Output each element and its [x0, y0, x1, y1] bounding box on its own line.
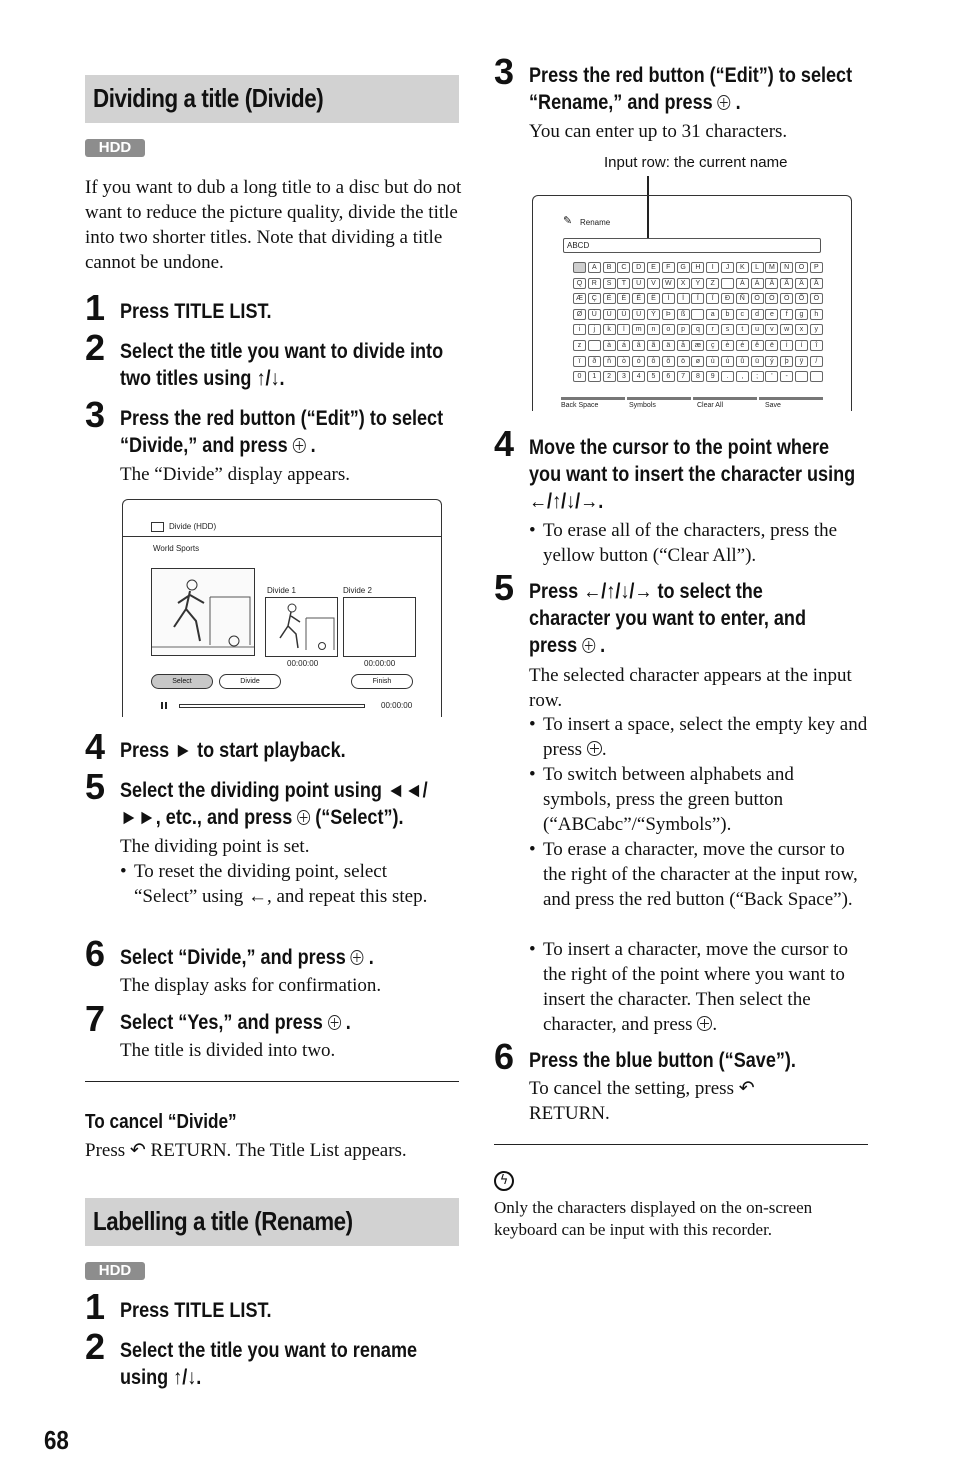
keyboard-key[interactable] — [691, 309, 704, 320]
keyboard-key[interactable]: o — [662, 324, 675, 335]
keyboard-key[interactable] — [721, 278, 734, 289]
step-note: The display asks for confirmation. — [120, 975, 382, 996]
divide1-time: 00:00:00 — [287, 659, 319, 668]
keyboard-key[interactable]: 8 — [691, 371, 704, 382]
keyboard-key[interactable]: M — [765, 262, 778, 273]
step-text: Press TITLE LIST. — [120, 1299, 272, 1322]
step-text: Press ► to start playback. — [120, 739, 346, 762]
keyboard-key[interactable]: p — [677, 324, 690, 335]
rename-input-row[interactable]: ABCD — [563, 238, 821, 253]
soccer-player-image — [266, 598, 337, 656]
step-number: 2 — [85, 327, 106, 368]
enter-icon — [351, 950, 364, 965]
legend-back-space: Back Space — [561, 402, 599, 409]
playback-time: 00:00:00 — [381, 701, 413, 710]
keyboard-key[interactable]: Ä — [795, 278, 808, 289]
legend-save: Save — [765, 402, 781, 409]
page-number: 68 — [44, 1425, 69, 1455]
step-note: The title is divided into two. — [120, 1040, 336, 1061]
keyboard-key[interactable]: Ù — [588, 309, 601, 320]
keyboard-key[interactable]: Æ — [573, 293, 586, 304]
step-bullet: • To switch between alphabets and symbols, press the green button (“ABCabc”/“Symbols”). — [543, 762, 843, 837]
enter-icon — [582, 638, 595, 653]
keyboard-key[interactable]: I — [706, 262, 719, 273]
step-note: The “Divide” display appears. — [120, 464, 351, 485]
section-header-divide — [85, 75, 459, 123]
keyboard-key[interactable]: Ü — [632, 309, 645, 320]
keyboard-key[interactable]: Ì — [662, 293, 675, 304]
keyboard-key[interactable]: Ç — [588, 293, 601, 304]
keyboard-key[interactable]: Þ — [662, 309, 675, 320]
keyboard-key[interactable]: ë — [765, 340, 778, 351]
keyboard-key[interactable]: G — [677, 262, 690, 273]
enter-icon — [293, 438, 306, 453]
step-bullet: • To insert a character, move the cursor to the right of the point where you want to insert the character. Then select the character, and press . — [543, 937, 868, 1037]
keyboard-key[interactable]: , — [736, 371, 749, 382]
keyboard-key[interactable]: ä — [662, 340, 675, 351]
keyboard-key[interactable]: r — [706, 324, 719, 335]
on-screen-keyboard — [573, 262, 823, 390]
legend-bar-back-space — [561, 397, 625, 400]
keyboard-key[interactable]: È — [603, 293, 616, 304]
keyboard-key[interactable]: h — [810, 309, 823, 320]
keyboard-key[interactable]: ñ — [603, 356, 616, 367]
step-text: Press the blue button (“Save”). — [529, 1049, 796, 1072]
keyboard-key[interactable]: 1 — [588, 371, 601, 382]
enter-icon — [328, 1015, 341, 1030]
legend-bar-clear-all — [693, 397, 757, 400]
film-icon — [151, 522, 164, 532]
keyboard-key[interactable]: R — [588, 278, 601, 289]
keyboard-key[interactable]: ó — [632, 356, 645, 367]
section-title: Labelling a title (Rename) — [93, 1206, 353, 1236]
keyboard-key[interactable]: Â — [765, 278, 778, 289]
keyboard-key[interactable] — [588, 340, 601, 351]
playback-progress-bar[interactable] — [179, 704, 365, 708]
keyboard-key[interactable]: v — [765, 324, 778, 335]
keyboard-key[interactable]: ã — [647, 340, 660, 351]
keyboard-key[interactable]: 3 — [617, 371, 630, 382]
keyboard-key[interactable]: - — [780, 371, 793, 382]
tip-text: Only the characters displayed on the on-screen keyboard can be input with this recorder. — [494, 1198, 813, 1239]
tip-icon: ϟ — [494, 1171, 514, 1191]
keyboard-key[interactable]: Ô — [780, 293, 793, 304]
keyboard-key[interactable]: 9 — [706, 371, 719, 382]
keyboard-key[interactable]: x — [795, 324, 808, 335]
finish-button[interactable]: Finish — [351, 674, 413, 689]
step-note: To cancel the setting, press ↶ RETURN. — [529, 1078, 755, 1124]
keyboard-key[interactable]: J — [721, 262, 734, 273]
keyboard-key[interactable]: ç — [706, 340, 719, 351]
keyboard-key[interactable]: l — [617, 324, 630, 335]
keyboard-key[interactable]: à — [603, 340, 616, 351]
step-bullet: • To insert a space, select the empty key and press . — [543, 712, 868, 762]
callout-label: Input row: the current name — [604, 154, 788, 171]
keyboard-key[interactable]: 0 — [573, 371, 586, 382]
keyboard-key[interactable]: L — [751, 262, 764, 273]
keyboard-key[interactable]: E — [647, 262, 660, 273]
keyboard-key[interactable]: í — [795, 340, 808, 351]
intro-paragraph: If you want to dub a long title to a disc but do not want to reduce the picture quality, divide the title into two shorter titles. Note that dividing a title cannot be undone. — [85, 177, 462, 273]
step-number: 5 — [494, 567, 515, 608]
keyboard-key[interactable]: Ó — [765, 293, 778, 304]
enter-icon — [587, 741, 602, 756]
step-text: Select the title you want to divide into two titles using ↑/↓. — [120, 340, 444, 390]
keyboard-key[interactable]: ò — [617, 356, 630, 367]
step-text: Select the dividing point using ◄◄/ ►►, etc., and press (“Select”). — [120, 779, 428, 829]
keyboard-key[interactable]: y — [810, 324, 823, 335]
divide1-label: Divide 1 — [267, 586, 296, 595]
keyboard-key[interactable]: s — [721, 324, 734, 335]
keyboard-key[interactable]: n — [647, 324, 660, 335]
keyboard-key[interactable]: j — [588, 324, 601, 335]
keyboard-key[interactable]: Õ — [795, 293, 808, 304]
rename-screen — [532, 195, 852, 411]
keyboard-key[interactable]: . — [721, 371, 734, 382]
step-text: Move the cursor to the point where you want to insert the character using ←/↑/↓/→. — [529, 436, 856, 513]
keyboard-key[interactable]: C — [617, 262, 630, 273]
step-note: You can enter up to 31 characters. — [529, 121, 788, 142]
step-number: 5 — [85, 766, 106, 807]
screen-header: Rename — [580, 218, 611, 227]
keyboard-key[interactable]: æ — [691, 340, 704, 351]
keyboard-key[interactable]: V — [647, 278, 660, 289]
step-text: Select the title you want to rename using ↑/↓. — [120, 1339, 418, 1389]
keyboard-key[interactable]: Ò — [751, 293, 764, 304]
step-bullet: • To reset the dividing point, select “Select” using ←, and repeat this step. — [134, 859, 444, 909]
keyboard-key[interactable]: a — [706, 309, 719, 320]
keyboard-key[interactable] — [573, 262, 586, 273]
keyboard-key[interactable]: H — [691, 262, 704, 273]
enter-icon — [297, 810, 310, 825]
keyboard-key[interactable]: þ — [780, 356, 793, 367]
step-number: 2 — [85, 1326, 106, 1367]
keyboard-key[interactable]: c — [736, 309, 749, 320]
keyboard-key[interactable]: Ý — [647, 309, 660, 320]
keyboard-key[interactable]: t — [736, 324, 749, 335]
keyboard-key[interactable]: d — [751, 309, 764, 320]
keyboard-key[interactable]: Ú — [603, 309, 616, 320]
keyboard-key[interactable]: ê — [751, 340, 764, 351]
title-name: World Sports — [153, 544, 200, 553]
keyboard-key[interactable]: 6 — [662, 371, 675, 382]
keyboard-key[interactable]: ð — [588, 356, 601, 367]
enter-icon — [718, 95, 731, 110]
keyboard-key[interactable]: u — [751, 324, 764, 335]
keyboard-key[interactable]: ï — [573, 356, 586, 367]
keyboard-key[interactable]: Z — [706, 278, 719, 289]
keyboard-key[interactable]: q — [691, 324, 704, 335]
keyboard-key[interactable]: k — [603, 324, 616, 335]
pencil-icon: ✎ — [563, 214, 573, 227]
keyboard-key[interactable]: ü — [751, 356, 764, 367]
keyboard-key[interactable]: â — [632, 340, 645, 351]
keyboard-key[interactable]: 5 — [647, 371, 660, 382]
keyboard-key[interactable]: U — [632, 278, 645, 289]
keyboard-key[interactable]: Í — [677, 293, 690, 304]
step-number: 4 — [85, 726, 106, 767]
keyboard-key[interactable]: w — [780, 324, 793, 335]
keyboard-key[interactable]: F — [662, 262, 675, 273]
section-title: Dividing a title (Divide) — [93, 83, 324, 113]
keyboard-key[interactable]: K — [736, 262, 749, 273]
keyboard-key[interactable]: D — [632, 262, 645, 273]
step-number: 1 — [85, 287, 106, 328]
keyboard-key[interactable]: S — [603, 278, 616, 289]
main-thumbnail — [151, 568, 255, 656]
keyboard-key[interactable]: Y — [691, 278, 704, 289]
keyboard-key[interactable]: X — [677, 278, 690, 289]
enter-icon — [697, 1016, 712, 1031]
step-number: 6 — [494, 1036, 515, 1077]
keyboard-key[interactable]: ý — [765, 356, 778, 367]
step-bullet: • To erase all of the characters, press the yellow button (“Clear All”). — [543, 518, 868, 568]
keyboard-key[interactable]: À — [736, 278, 749, 289]
keyboard-key[interactable]: m — [632, 324, 645, 335]
keyboard-key[interactable]: A — [588, 262, 601, 273]
step-note: The selected character appears at the input row. — [529, 665, 852, 711]
keyboard-key[interactable]: T — [617, 278, 630, 289]
keyboard-key[interactable]: 4 — [632, 371, 645, 382]
keyboard-key[interactable]: 7 — [677, 371, 690, 382]
divide2-time: 00:00:00 — [364, 659, 396, 668]
keyboard-key[interactable]: 2 — [603, 371, 616, 382]
keyboard-key[interactable] — [795, 371, 808, 382]
keyboard-key[interactable]: ; — [751, 371, 764, 382]
keyboard-key[interactable]: ÿ — [795, 356, 808, 367]
keyboard-key[interactable]: W — [662, 278, 675, 289]
keyboard-key[interactable]: B — [603, 262, 616, 273]
keyboard-key[interactable]: z — [573, 340, 586, 351]
screen-header: Divide (HDD) — [169, 522, 217, 531]
keyboard-key[interactable]: Ø — [573, 309, 586, 320]
step-note: The dividing point is set. — [120, 836, 310, 857]
step-text: Press ←/↑/↓/→ to select the character you want to enter, and press . — [529, 580, 807, 657]
step-bullet: • To erase a character, move the cursor to the right of the character at the input row, and press the red button (“Back Space”). — [543, 837, 868, 912]
keyboard-key[interactable]: b — [721, 309, 734, 320]
keyboard-key[interactable]: g — [795, 309, 808, 320]
divide-button[interactable]: Divide — [219, 674, 281, 689]
keyboard-key[interactable]: ö — [677, 356, 690, 367]
keyboard-key[interactable]: P — [810, 262, 823, 273]
keyboard-key[interactable]: õ — [662, 356, 675, 367]
keyboard-key[interactable]: Ê — [632, 293, 645, 304]
keyboard-key[interactable]: O — [795, 262, 808, 273]
divider — [494, 1144, 868, 1145]
legend-clear-all: Clear All — [697, 402, 724, 409]
keyboard-key[interactable]: e — [765, 309, 778, 320]
keyboard-key[interactable]: è — [721, 340, 734, 351]
hdd-badge: HDD — [85, 1262, 145, 1280]
keyboard-key[interactable]: Ð — [721, 293, 734, 304]
keyboard-key[interactable]: N — [780, 262, 793, 273]
step-number: 4 — [494, 423, 515, 464]
keyboard-key[interactable]: Î — [691, 293, 704, 304]
divider — [85, 1081, 459, 1082]
keyboard-key[interactable]: i — [573, 324, 586, 335]
keyboard-key[interactable]: Á — [751, 278, 764, 289]
keyboard-key[interactable]: Ö — [810, 293, 823, 304]
divide1-thumbnail — [265, 597, 338, 657]
hdd-badge: HDD — [85, 139, 145, 157]
keyboard-key[interactable]: î — [810, 340, 823, 351]
step-text: Press the red button (“Edit”) to select “Rename,” and press . — [529, 64, 853, 114]
keyboard-key[interactable] — [810, 371, 823, 382]
step-text: Press TITLE LIST. — [120, 300, 272, 323]
legend-bar-symbols — [627, 397, 691, 400]
section-header-rename — [85, 1198, 459, 1246]
legend-bar-save — [759, 397, 823, 400]
keyboard-key[interactable]: ß — [677, 309, 690, 320]
step-text: Select “Divide,” and press . — [120, 946, 374, 969]
keyboard-key[interactable]: ô — [647, 356, 660, 367]
step-number: 1 — [85, 1286, 106, 1327]
pause-icon — [161, 702, 163, 709]
keyboard-key[interactable]: ' — [765, 371, 778, 382]
select-button[interactable]: Select — [151, 674, 213, 689]
step-number: 3 — [85, 394, 106, 435]
step-text: Press the red button (“Edit”) to select “Divide,” and press . — [120, 407, 444, 457]
keyboard-key[interactable]: Ï — [706, 293, 719, 304]
keyboard-key[interactable]: ì — [780, 340, 793, 351]
keyboard-key[interactable]: Ë — [647, 293, 660, 304]
divide2-thumbnail — [343, 597, 416, 657]
keyboard-key[interactable]: Û — [617, 309, 630, 320]
keyboard-key[interactable]: f — [780, 309, 793, 320]
keyboard-key[interactable]: ú — [721, 356, 734, 367]
keyboard-key[interactable]: Å — [810, 278, 823, 289]
keyboard-key[interactable]: û — [736, 356, 749, 367]
step-text: Select “Yes,” and press . — [120, 1011, 351, 1034]
divide2-label: Divide 2 — [343, 586, 372, 595]
keyboard-key[interactable]: Q — [573, 278, 586, 289]
step-number: 7 — [85, 998, 106, 1039]
legend-symbols: Symbols — [629, 402, 656, 409]
keyboard-key[interactable]: / — [810, 356, 823, 367]
keyboard-key[interactable]: ù — [706, 356, 719, 367]
cancel-text: Press ↶ RETURN. The Title List appears. — [85, 1140, 407, 1161]
cancel-heading: To cancel “Divide” — [85, 1111, 237, 1133]
keyboard-key[interactable]: á — [617, 340, 630, 351]
step-number: 3 — [494, 51, 515, 92]
keyboard-key[interactable]: ø — [691, 356, 704, 367]
keyboard-key[interactable]: å — [677, 340, 690, 351]
keyboard-key[interactable]: É — [617, 293, 630, 304]
keyboard-key[interactable]: é — [736, 340, 749, 351]
divide-screen — [122, 499, 442, 717]
step-number: 6 — [85, 933, 106, 974]
keyboard-key[interactable]: Ã — [780, 278, 793, 289]
soccer-player-image — [152, 569, 254, 655]
keyboard-key[interactable]: Ñ — [736, 293, 749, 304]
